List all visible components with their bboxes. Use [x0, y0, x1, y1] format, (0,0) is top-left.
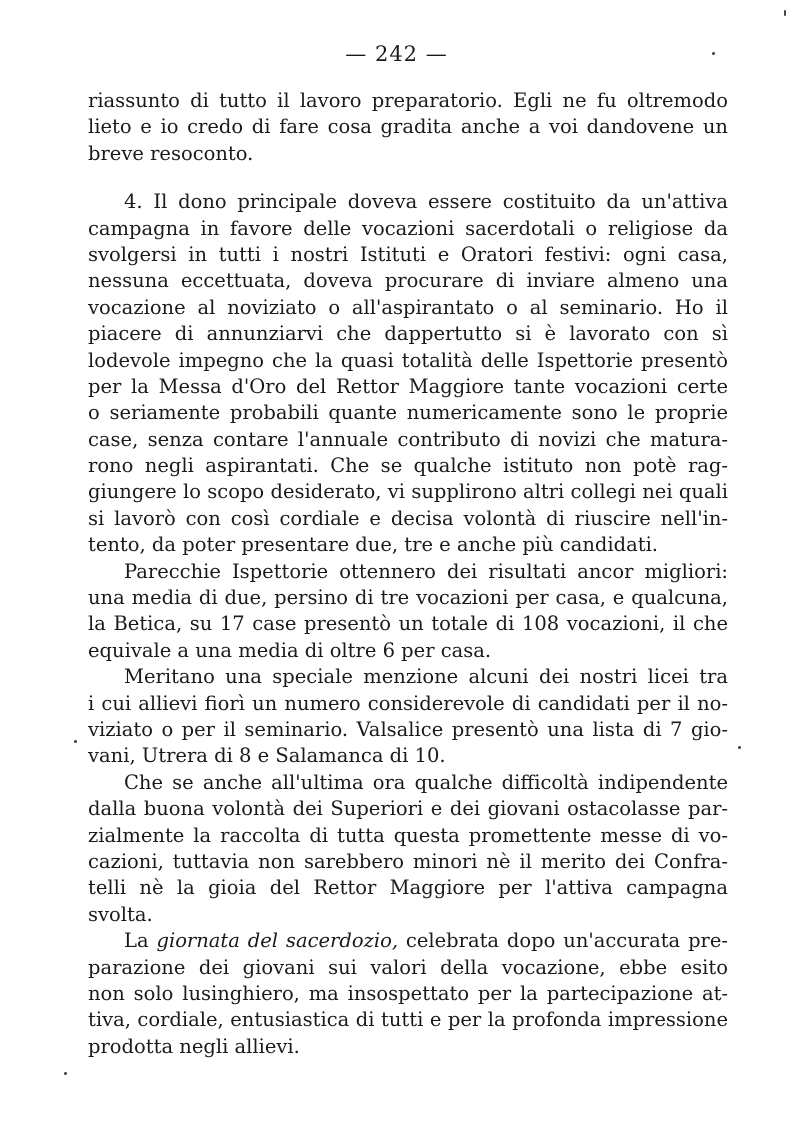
text-line: cazioni, tuttavia non sarebbero minori nè il merito dei Confra-	[88, 849, 728, 873]
text-line: si lavorò con così cordiale e decisa volontà di riuscire nell'in-	[88, 506, 728, 530]
text-line: giungere lo scopo desiderato, vi supplirono altri collegi nei quali	[88, 480, 728, 504]
text-line: la Betica, su 17 case presentò un totale di 108 vocazioni, il che	[88, 612, 728, 636]
text-line: lieto e io credo di fare cosa gradita anche a voi dandovene un	[88, 115, 728, 139]
text-line: vani, Utrera di 8 e Salamanca di 10.	[88, 744, 446, 768]
paragraph-6	[88, 928, 728, 1060]
text-line: telli nè la gioia del Rettor Maggiore per l'attiva campagna	[88, 876, 728, 900]
text-line: riassunto di tutto il lavoro preparatorio. Egli ne fu oltremodo	[88, 89, 728, 112]
text-line: equivale a una media di oltre 6 per casa.	[88, 638, 492, 662]
text-line	[88, 928, 728, 954]
text-line: Che se anche all'ultima ora qualche difficoltà indipendente	[124, 770, 728, 794]
scan-speck	[64, 1072, 67, 1075]
text-line: rono negli aspirantati. Che se qualche istituto non potè rag-	[88, 454, 728, 478]
text-line: viziato o per il seminario. Valsalice presentò una lista di 7 gio-	[88, 717, 728, 741]
text-line: o seriamente probabili quante numericamente sono le proprie	[88, 401, 728, 425]
text-line: 4. Il dono principale doveva essere costituito da un'attiva	[124, 190, 728, 214]
text-line: piacere di annunziarvi che dappertutto si è lavorato con sì	[88, 322, 728, 346]
text-line: Parecchie Ispettorie ottennero dei risultati ancor migliori:	[124, 559, 728, 583]
text-line: tento, da poter presentare due, tre e anche più candidati.	[88, 533, 659, 557]
text-line: vocazione al noviziato o all'aspirantato o al seminario. Ho il	[88, 295, 728, 319]
text-line: svolgersi in tutti i nostri Istituti e Oratori festivi: ogni casa,	[88, 242, 728, 266]
page-number: — 242 —	[345, 42, 448, 66]
italic-term: giornata del sacerdozio,	[156, 929, 399, 953]
paragraph-2	[88, 189, 728, 558]
paragraph-3	[88, 559, 728, 665]
text-line: dalla buona volontà dei Superiori e dei giovani ostacolasse par-	[88, 797, 728, 821]
text-line: svolta.	[88, 902, 153, 926]
text-line: case, senza contare l'annuale contributo di novizi che matura-	[88, 427, 728, 451]
text-run: celebrata dopo un'accurata pre-	[398, 929, 729, 953]
paragraph-1	[88, 88, 728, 167]
text-line: non solo lusinghiero, ma insospettato per la partecipazione at-	[88, 981, 728, 1005]
text-run: La	[124, 929, 157, 953]
paragraph-4	[88, 664, 728, 770]
text-line: i cui allievi fiorì un numero considerevole di candidati per il no-	[88, 691, 728, 715]
text-line: Meritano una speciale menzione alcuni dei nostri licei tra	[124, 665, 728, 689]
text-line: breve resoconto.	[88, 141, 254, 165]
text-line: per la Messa d'Oro del Rettor Maggiore tante vocazioni certe	[88, 374, 728, 398]
text-line: campagna in favore delle vocazioni sacerdotali o religiose da	[88, 216, 728, 240]
text-line: parazione dei giovani sui valori della vocazione, ebbe esito	[88, 955, 728, 979]
body-text	[88, 88, 728, 1060]
text-line: una media di due, persino di tre vocazioni per casa, e qualcuna,	[88, 586, 728, 610]
scan-speck	[74, 740, 77, 743]
text-line: tiva, cordiale, entusiastica di tutti e per la profonda impressione	[88, 1008, 728, 1032]
text-line: prodotta negli allievi.	[88, 1034, 300, 1058]
scan-speck	[784, 10, 786, 16]
text-line: lodevole impegno che la quasi totalità delle Ispettorie presentò	[88, 348, 728, 372]
scan-speck	[738, 746, 741, 749]
paragraph-5	[88, 770, 728, 928]
text-line: nessuna eccettuata, doveva procurare di inviare almeno una	[88, 269, 728, 293]
text-line: zialmente la raccolta di tutta questa promettente messe di vo-	[88, 823, 728, 847]
scan-speck	[712, 52, 715, 55]
